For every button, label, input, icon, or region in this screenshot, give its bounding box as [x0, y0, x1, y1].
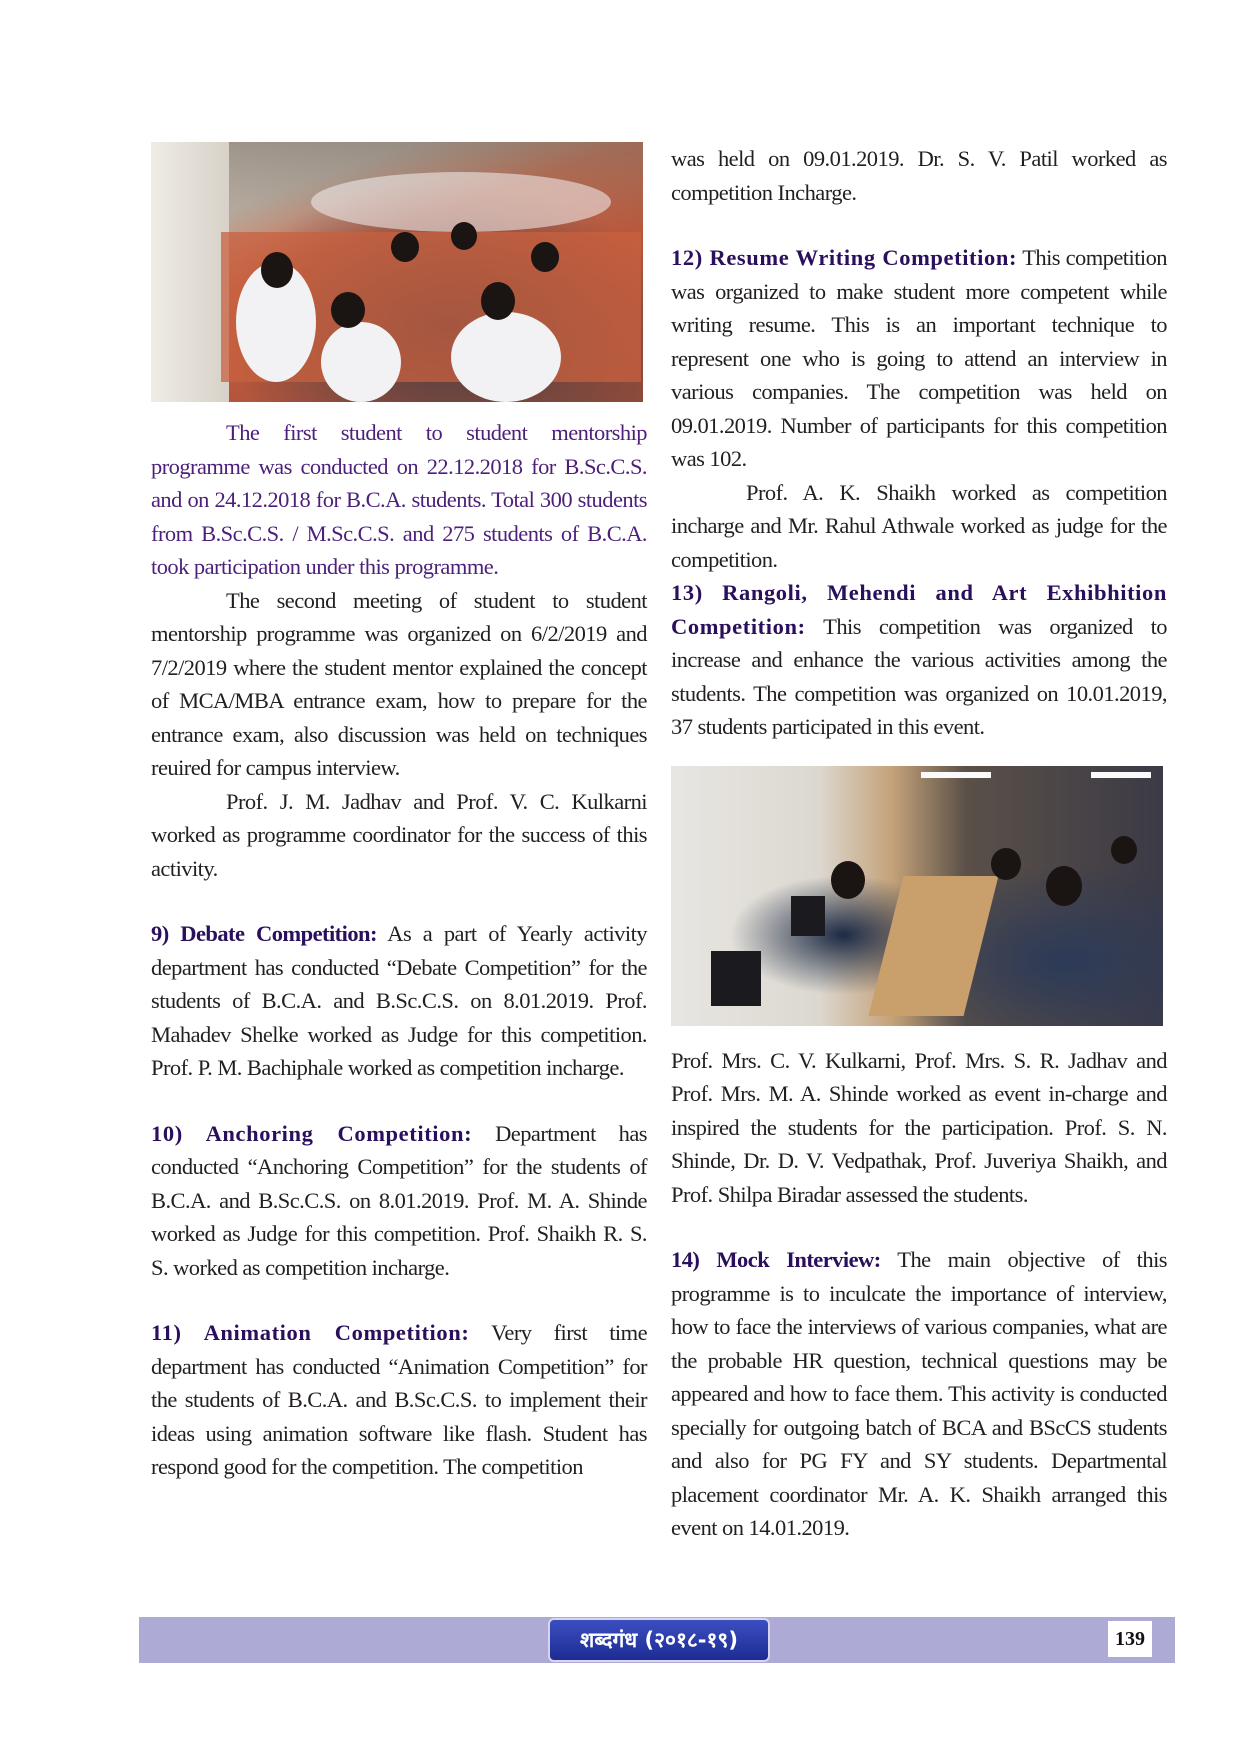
animation-continuation: was held on 09.01.2019. Dr. S. V. Patil worked as competition Incharge.: [671, 146, 1167, 205]
resume-text: This competition was organized to make student more competent while writing resume. This is an important technique to represent one who is going to attend an interview in various companies. The competition was held on 09.01.2019. Number of participants for this competition was 102.: [671, 245, 1167, 471]
anchoring-text: Department has conducted “Anchoring Competition” for the students of B.C.A. and B.Sc.C.S. on 8.01.2019. Prof. M. A. Shinde worked as Judge for this competition. Prof. Shaikh R. S. S. worked as competition incharge.: [151, 1120, 647, 1280]
resume-heading: 12) Resume Writing Competition:: [671, 245, 1018, 270]
rangoli-section: [671, 576, 1167, 744]
debate-heading: 9) Debate Competition:: [151, 921, 377, 946]
mentorship-paragraph-1: The first student to student mentorship programme was conducted on 22.12.2018 for B.Sc.C.S. and on 24.12.2018 for B.C.A. students. Total 300 students from B.Sc.C.S. / M.Sc.C.S. and 275 students of B.C.A. took participation under this programme.: [151, 420, 647, 579]
animation-heading: 11) Animation Competition:: [151, 1320, 470, 1345]
animation-text: Very first time department has conducted “Animation Competition” for the students of B.C.A. and B.Sc.C.S. to implement their ideas using animation software like flash. Student has respond good for the competition. The competition: [151, 1320, 648, 1479]
anchoring-heading: 10) Anchoring Competition:: [151, 1120, 473, 1146]
mentorship-paragraph-3: Prof. J. M. Jadhav and Prof. V. C. Kulkarni worked as programme coordinator for the success of this activity.: [151, 788, 647, 881]
page-number: 139: [1108, 1621, 1152, 1657]
footer-title: शब्दगंध (२०१८-१९): [548, 1618, 770, 1662]
debate-text: As a part of Yearly activity department has conducted “Debate Competition” for the students of B.C.A. and B.Sc.C.S. on 8.01.2019. Prof. Mahadev Shelke worked as Judge for this competition. Prof. P. M. Bachiphale worked as competition incharge.: [151, 921, 647, 1080]
debate-section: [151, 917, 647, 1085]
anchoring-section: [151, 1117, 647, 1285]
exhibition-photo: [671, 766, 1163, 1026]
rangoli-heading: 13) Rangoli, Mehendi and Art Exhibhition Competition:: [671, 580, 1167, 639]
animation-section: [151, 1316, 647, 1484]
mock-interview-heading: 14) Mock Interview:: [671, 1247, 881, 1272]
left-column: [151, 142, 647, 1484]
mock-interview-text: The main objective of this programme is to inculcate the importance of interview, how to face the interviews of various companies, what are the probable HR question, technical questions may be appeared and how to face them. This activity is conducted specially for outgoing batch of BCA and BScCS students and also for PG FY and SY students. Departmental placement coordinator Mr. A. K. Shaikh arranged this event on 14.01.2019.: [671, 1247, 1167, 1540]
right-column: [671, 142, 1167, 1545]
mentorship-paragraph-2: The second meeting of student to student mentorship programme was organized on 6/2/2019 and 7/2/2019 where the student mentor explained the concept of MCA/MBA entrance exam, how to prepare for the entrance exam, also discussion was held on techniques reuired for campus interview.: [151, 587, 647, 780]
mock-interview-section: [671, 1243, 1167, 1545]
resume-paragraph-2: Prof. A. K. Shaikh worked as competition incharge and Mr. Rahul Athwale worked as judge for the competition.: [671, 479, 1167, 572]
rangoli-text: This competition was organized to increase and enhance the various activities among the students. The competition was organized on 10.01.2019, 37 students participated in this event.: [671, 613, 1167, 739]
mentorship-photo: [151, 142, 643, 402]
exhibition-incharge-paragraph: Prof. Mrs. C. V. Kulkarni, Prof. Mrs. S. R. Jadhav and Prof. Mrs. M. A. Shinde worked as event in-charge and inspired the students for the participation. Prof. S. N. Shinde, Dr. D. V. Vedpathak, Prof. Juveriya Shaikh, and Prof. Shilpa Biradar assessed the students.: [671, 1047, 1167, 1207]
resume-section: [671, 241, 1167, 476]
